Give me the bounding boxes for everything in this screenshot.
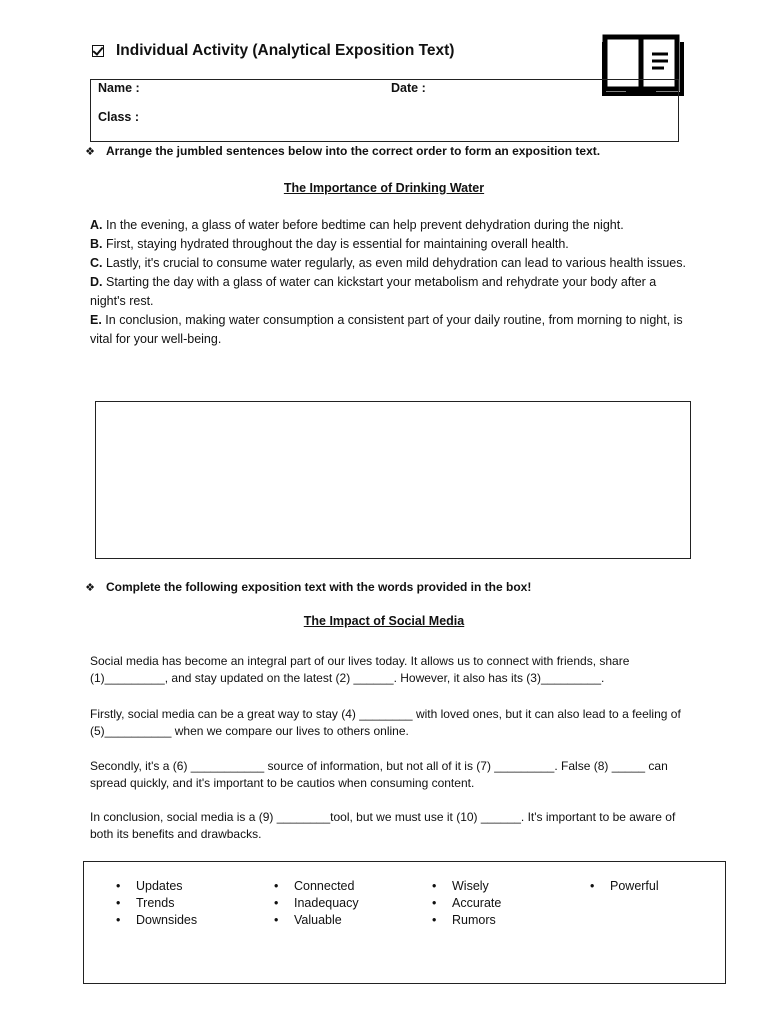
instruction-2-text: Complete the following exposition text with the words provided in the box! <box>106 580 532 594</box>
date-label: Date : <box>391 81 426 95</box>
sentence-letter: B. <box>90 237 103 251</box>
word-column <box>586 878 659 895</box>
sentence-text: First, staying hydrated throughout the day is essential for maintaining overall health. <box>105 237 569 251</box>
class-label: Class : <box>98 110 139 124</box>
word-item: • Trends <box>112 895 197 912</box>
list-item <box>90 216 690 235</box>
paragraph-firstly: Firstly, social media can be a great way to stay (4) ________ with loved ones, but it can also lead to a feeling of (5)__________ when we compare our lives to others online. <box>90 707 681 738</box>
word-item: • Downsides <box>112 912 197 929</box>
heading-drinking-water <box>0 181 768 195</box>
checkbox-icon <box>92 45 104 57</box>
word-bank-box <box>83 861 726 984</box>
instruction-1 <box>84 144 600 158</box>
title-row <box>92 42 454 60</box>
heading-social-media-text: The Impact of Social Media <box>303 614 465 628</box>
list-item <box>90 273 690 311</box>
list-item <box>90 235 690 254</box>
word-item: • Connected <box>270 878 359 895</box>
paragraph-intro: Social media has become an integral part of our lives today. It allows us to connect with friends, share (1)_________, and stay updated on the latest (2) ______. However, it also has its (3)_________. <box>90 654 630 685</box>
student-info-box <box>90 79 679 142</box>
heading-social-media <box>0 614 768 628</box>
answer-box[interactable] <box>95 401 691 559</box>
sentence-text: In the evening, a glass of water before bedtime can help prevent dehydration during the night. <box>105 218 624 232</box>
word-column <box>270 878 359 929</box>
name-label: Name : <box>98 81 140 95</box>
paragraph-conclusion: In conclusion, social media is a (9) ________tool, but we must use it (10) ______. It's important to be aware of both its benefits and drawbacks. <box>90 810 676 841</box>
sentence-letter: C. <box>90 256 103 270</box>
sentence-letter: E. <box>90 313 102 327</box>
word-item: • Inadequacy <box>270 895 359 912</box>
instruction-2 <box>84 580 531 594</box>
word-item: • Rumors <box>428 912 501 929</box>
diamond-bullet-icon: ❖ <box>85 145 95 158</box>
diamond-bullet-icon: ❖ <box>85 581 95 594</box>
word-item: • Wisely <box>428 878 501 895</box>
sentence-text: Starting the day with a glass of water can kickstart your metabolism and rehydrate your body after a night's rest. <box>90 275 657 308</box>
sentence-text: Lastly, it's crucial to consume water regularly, as even mild dehydration can lead to various health issues. <box>105 256 686 270</box>
paragraph-secondly: Secondly, it's a (6) ___________ source of information, but not all of it is (7) _________. False (8) _____ can spread quickly, and it's important to be cautios when consuming content. <box>90 759 668 790</box>
page-title: Individual Activity (Analytical Exposition Text) <box>116 42 455 59</box>
word-item: • Updates <box>112 878 197 895</box>
word-item: • Powerful <box>586 878 659 895</box>
heading-drinking-water-text: The Importance of Drinking Water <box>283 181 485 195</box>
list-item <box>90 254 690 273</box>
jumbled-sentences <box>90 216 690 349</box>
instruction-1-text: Arrange the jumbled sentences below into the correct order to form an exposition text. <box>106 144 601 158</box>
word-column <box>112 878 197 929</box>
sentence-letter: D. <box>90 275 103 289</box>
word-item: • Accurate <box>428 895 501 912</box>
word-column <box>428 878 501 929</box>
word-item: • Valuable <box>270 912 359 929</box>
sentence-letter: A. <box>90 218 103 232</box>
list-item <box>90 311 690 349</box>
sentence-text: In conclusion, making water consumption a consistent part of your daily routine, from morning to night, is vital for your well-being. <box>90 313 683 346</box>
